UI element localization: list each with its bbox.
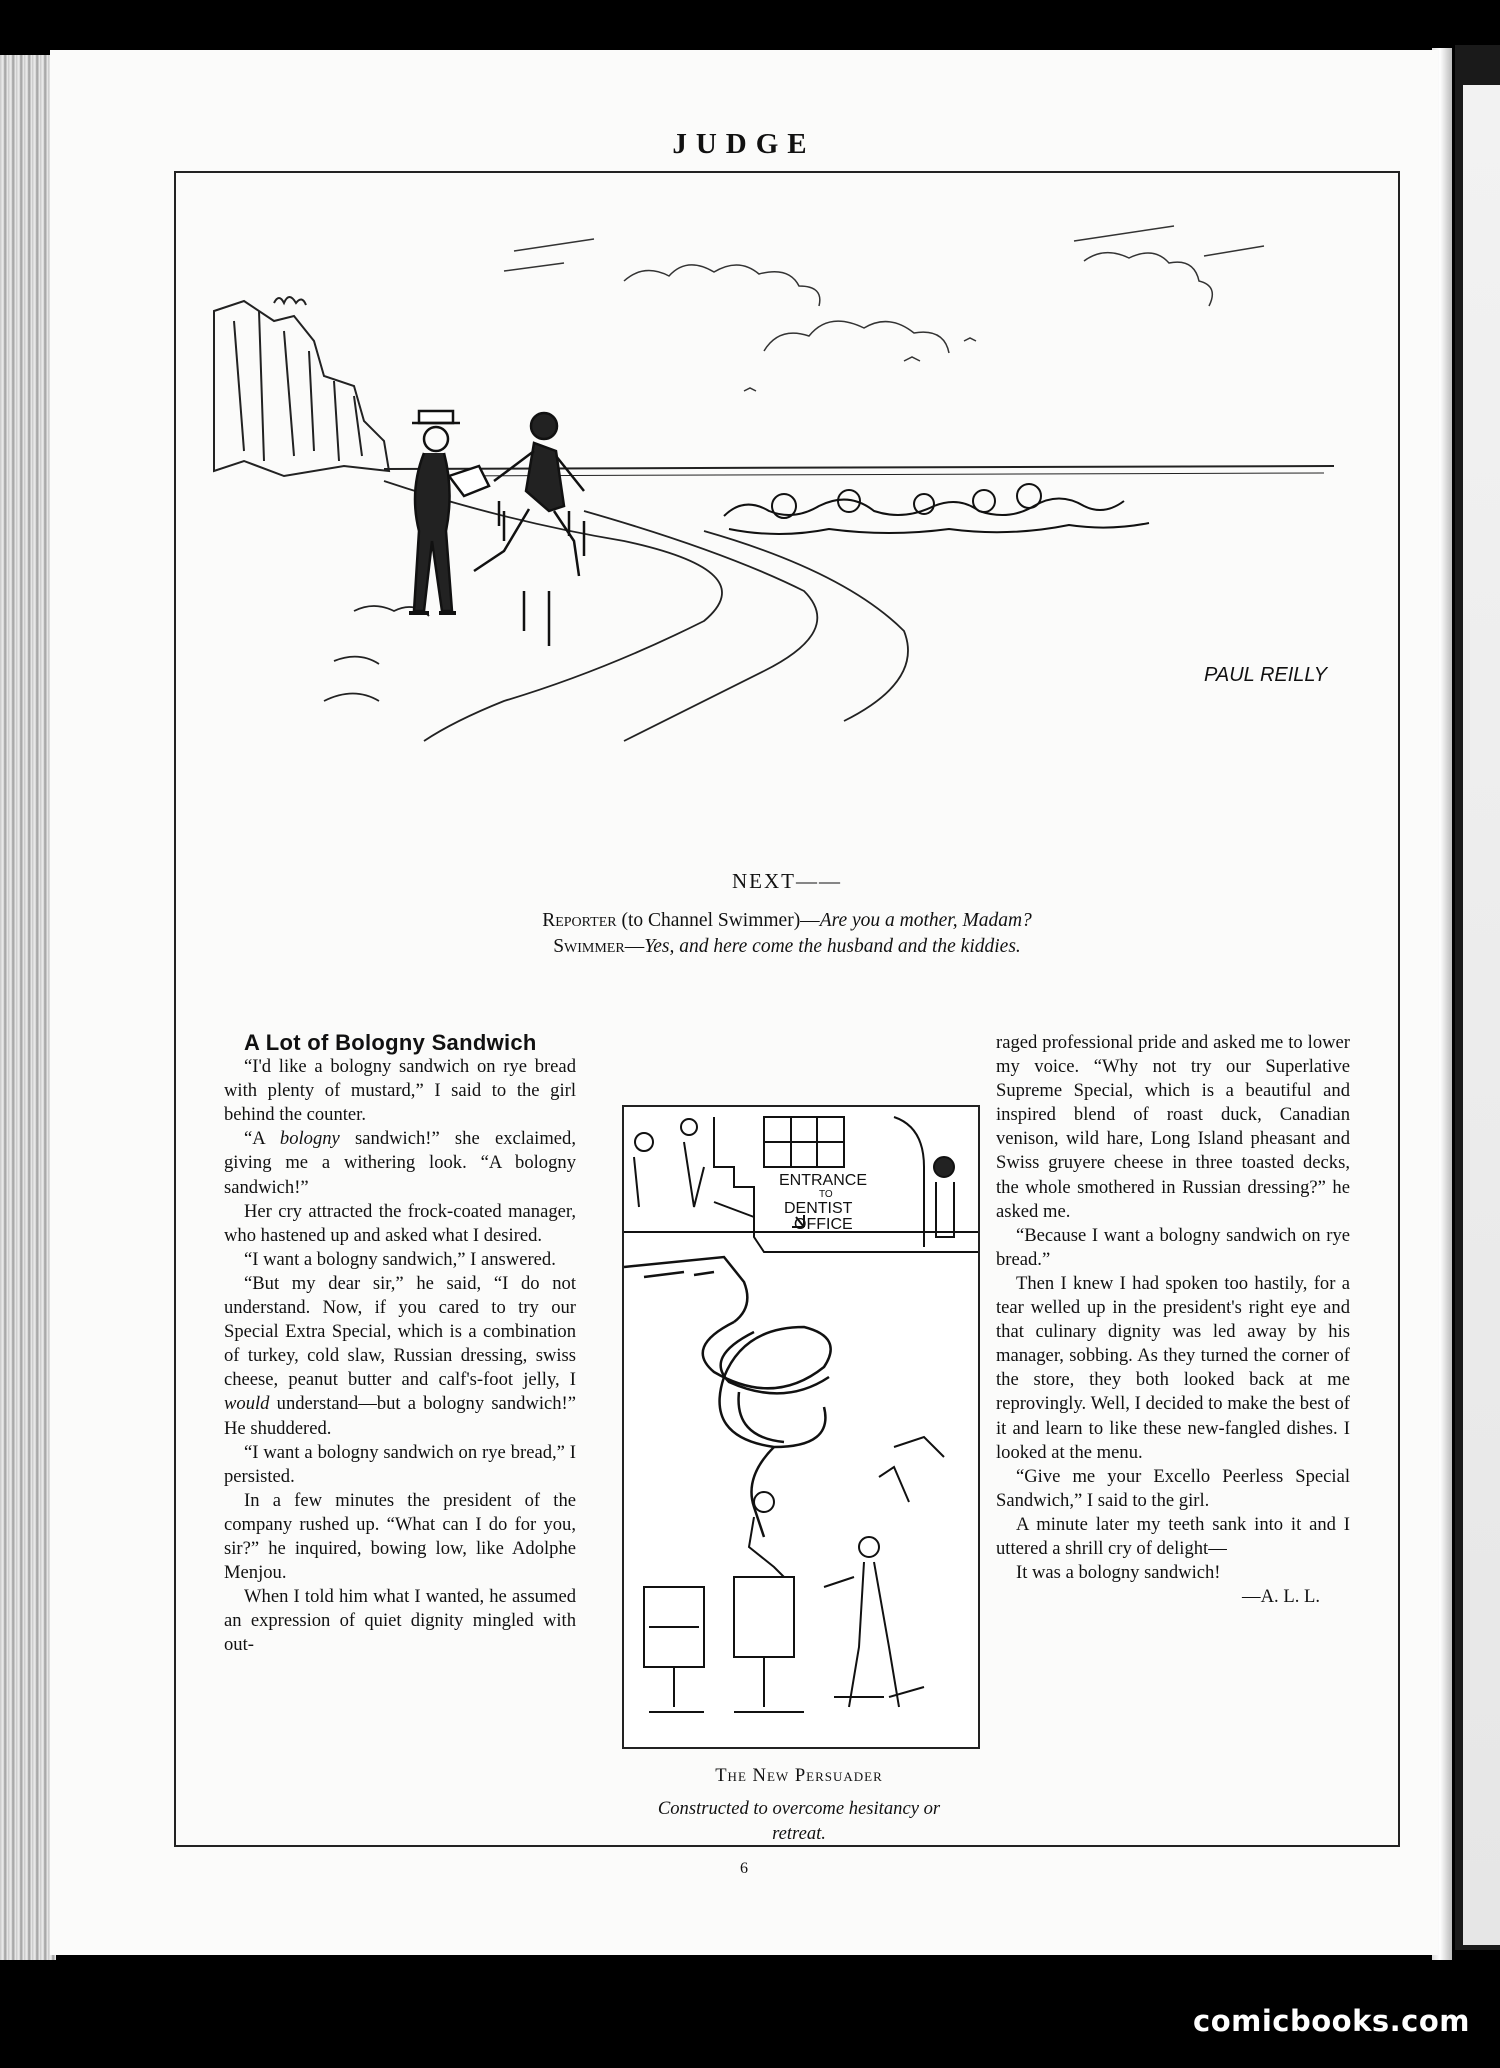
paragraph: Her cry attracted the frock-coated manager, who hastened up and asked what I desired.	[224, 1200, 576, 1246]
cartoon-title: NEXT——	[732, 869, 842, 893]
swimming-family	[724, 484, 1149, 534]
speaker-reporter: Reporter	[542, 910, 617, 931]
masthead: JUDGE	[672, 128, 816, 160]
paragraph: When I told him what I wanted, he assumed an expression of quiet dignity mingled with out-	[224, 1586, 576, 1656]
caption-line-1-italic: Are you a mother, Madam?	[819, 910, 1032, 931]
text-run-italic: bologny	[279, 1128, 340, 1150]
spiral-slide	[624, 1257, 831, 1537]
paragraph: raged professional pride and asked me to lower my voice. “Why not try our Superlative Supreme Special, which is a beautiful and inspired blend of roast duck, Canadian venison, wild hare, Long Island pheasant and Swiss gruyere cheese in three toasted decks, the whole smothered in Russian dressing?” he asked me.	[996, 1032, 1350, 1222]
paragraph	[224, 1127, 576, 1199]
dentist-cartoon-title: The New Persuader	[715, 1765, 883, 1786]
caption-line-2	[176, 934, 1398, 960]
clouds	[504, 226, 1264, 391]
paragraph: Then I knew I had spoken too hastily, for a tear welled up in the president's right eye and that culinary dignity was led away by his manager, sobbing. As they turned the corner of the store, they both looked back at me reprovingly. Well, I decided to make the best of it and learn to like these new-fangled dishes. I looked at the menu.	[996, 1272, 1350, 1463]
cartoon-caption	[176, 908, 1398, 960]
paragraph: “I'd like a bologny sandwich on rye bread with plenty of mustard,” I said to the girl behind the counter.	[224, 1056, 576, 1126]
horizon	[384, 466, 1334, 476]
cliff	[214, 297, 389, 476]
facing-page	[1455, 45, 1500, 1950]
dentist-sign	[779, 1172, 867, 1233]
magazine-page	[50, 50, 1438, 1955]
text-run: “A	[244, 1128, 280, 1150]
paragraph: In a few minutes the president of the company rushed up. “What can I do for you, sir?” he inquired, bowing low, like Adolphe Menjou.	[224, 1489, 576, 1584]
dentist-cartoon-caption	[616, 1763, 982, 1846]
watermark: comicbooks.com	[1193, 2004, 1470, 2038]
book-page-stack	[0, 55, 56, 1960]
article-title: A Lot of Bologny Sandwich	[244, 1030, 537, 1055]
paragraph: It was a bologny sandwich!	[1016, 1562, 1221, 1584]
dentist-cartoon-subtitle: Constructed to overcome hesitancy or retreat.	[657, 1798, 941, 1844]
caption-line-2-italic: Yes, and here come the husband and the kiddies.	[644, 936, 1021, 957]
paragraph	[224, 1272, 576, 1441]
paragraph: “Give me your Excello Peerless Special Sandwich,” I said to the girl.	[996, 1465, 1350, 1511]
caption-line-1	[176, 908, 1398, 934]
text-run: “But my dear sir,” he said, “I do not understand. Now, if you cared to try our Special Extra Special, which is a combination of turkey, cold slaw, Russian dressing, swiss cheese, peanut butter and calf's-foot jelly, I	[224, 1272, 576, 1391]
sign-line-entrance: ENTRANCE	[779, 1172, 868, 1189]
text-run: understand—but a bologny sandwich!” He shuddered.	[224, 1393, 576, 1439]
artist-signature: PAUL REILLY	[1204, 664, 1328, 686]
paragraph: “I want a bologny sandwich on rye bread,” I persisted.	[224, 1441, 576, 1487]
paragraph: A minute later my teeth sank into it and I uttered a shrill cry of delight—	[996, 1513, 1350, 1559]
facing-page-strip	[1463, 85, 1500, 1945]
sign-line-to: TO	[819, 1189, 833, 1200]
reporter-figure	[409, 411, 489, 613]
article-column-right	[996, 1031, 1350, 1609]
article-column-left	[224, 1031, 576, 1657]
author-signature: —A. L. L.	[1242, 1586, 1320, 1608]
swimmer-figure	[474, 413, 584, 646]
caption-line-2-dash: —	[624, 936, 645, 957]
beach-cartoon-illustration	[204, 211, 1334, 751]
paragraph: “I want a bologny sandwich,” I answered.	[244, 1248, 556, 1270]
sign-line-dentist: DENTIST	[784, 1200, 853, 1217]
dentist-cartoon-box	[622, 1105, 980, 1749]
text-run-italic: would	[224, 1393, 270, 1415]
dentist-office-scene	[644, 1437, 944, 1712]
text-run: sandwich!” she exclaimed, giving me a withering look. “A bologny sandwich!”	[224, 1128, 576, 1198]
sign-line-office: OFFICE	[794, 1216, 853, 1233]
paragraph: “Because I want a bologny sandwich on rye bread.”	[996, 1224, 1350, 1270]
content-frame	[174, 171, 1400, 1847]
dentist-cartoon-illustration	[624, 1107, 978, 1747]
caption-line-1-plain: (to Channel Swimmer)—	[616, 910, 820, 931]
page-number: 6	[740, 1860, 748, 1877]
speaker-swimmer: Swimmer	[553, 936, 625, 957]
